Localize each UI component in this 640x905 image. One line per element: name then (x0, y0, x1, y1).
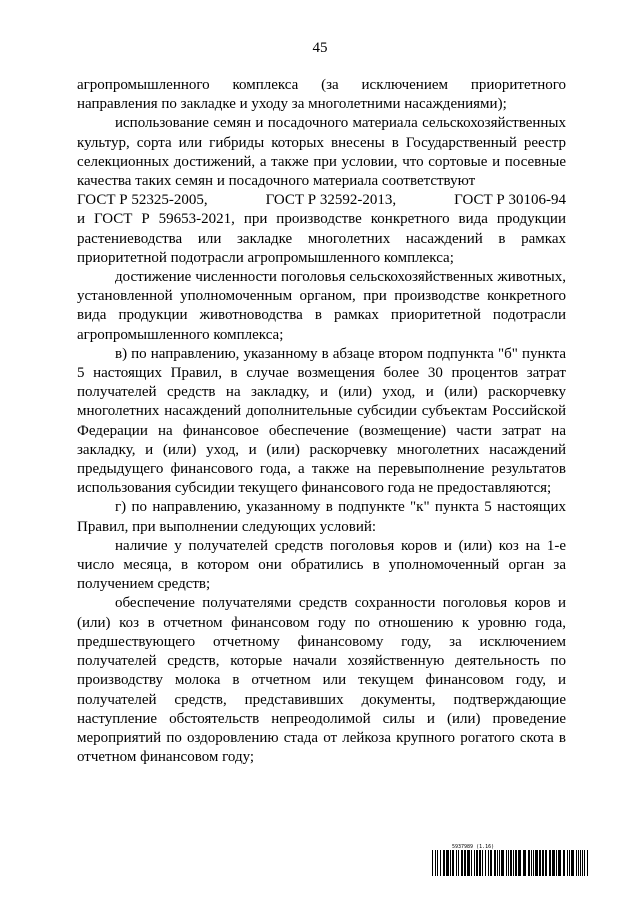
paragraph-8: обеспечение получателями средств сохранности поголовья коров и (или) коз в отчетном финансовом году по отношению к уровню года, предшествующего отчетному финансовому году, за исключением получателей средств, которые начали хозяйственную деятельность по производству молока в отчетном или текущем финансовом году, и получателей средств, представивших документы, подтверждающие наступление обстоятельств непреодолимой силы и (или) проведение мероприятий по оздоровлению стада от лейкоза крупного рогатого скота в отчетном финансовом году; (77, 595, 566, 766)
gost-standards-line (77, 191, 566, 210)
page-number: 45 (312, 40, 328, 56)
document-body (77, 76, 566, 767)
paragraph-5: в) по направлению, указанному в абзаце втором подпункта "б" пункта 5 настоящих Правил, в случае возмещения более 30 процентов затрат получателей средств на закладку, и (или) уход, и (или) раскорчевку многолетних насаждений дополнительные субсидии субъектам Российской Федерации на финансовое обеспечение (возмещение) части затрат на закладку, и (или) уход, и (или) раскорчевку многолетних насаждений предыдущего финансового года, а также на перевыполнение результатов использования субсидии текущего финансового года не предоставляются; (77, 345, 566, 497)
document-barcode (432, 844, 588, 876)
paragraph-4: достижение численности поголовья сельскохозяйственных животных, установленной уполномоченным органом, при производстве конкретного вида продукции животноводства в рамках приоритетной подотрасли агропромышленного комплекса; (77, 269, 566, 343)
gost-30106: ГОСТ Р 30106-94 (454, 192, 566, 209)
paragraph-1: агропромышленного комплекса (за исключением приоритетного направления по закладке и уходу за многолетними насаждениями); (77, 77, 566, 113)
barcode-icon (432, 850, 588, 876)
gost-32592: ГОСТ Р 32592-2013, (265, 192, 397, 209)
paragraph-7: наличие у получателей средств поголовья коров и (или) коз на 1-е число месяца, в котором они обратились в уполномоченный орган за получением средств; (77, 537, 566, 593)
paragraph-3: и ГОСТ Р 59653-2021, при производстве конкретного вида продукции растениеводства или закладке многолетних насаждений в рамках приоритетной подотрасли агропромышленного комплекса; (77, 211, 566, 266)
gost-52325: ГОСТ Р 52325-2005, (77, 192, 208, 209)
barcode-caption: 5937989 (1.16) (452, 844, 495, 850)
paragraph-6: г) по направлению, указанному в подпункте "к" пункта 5 настоящих Правил, при выполнении следующих условий: (77, 499, 566, 535)
paragraph-2: использование семян и посадочного материала сельскохозяйственных культур, сорта или гибриды которых внесены в Государственный реестр селекционных достижений, а также при условии, что сортовые и посевные качества таких семян и посадочного материала соответствуют (77, 115, 566, 190)
